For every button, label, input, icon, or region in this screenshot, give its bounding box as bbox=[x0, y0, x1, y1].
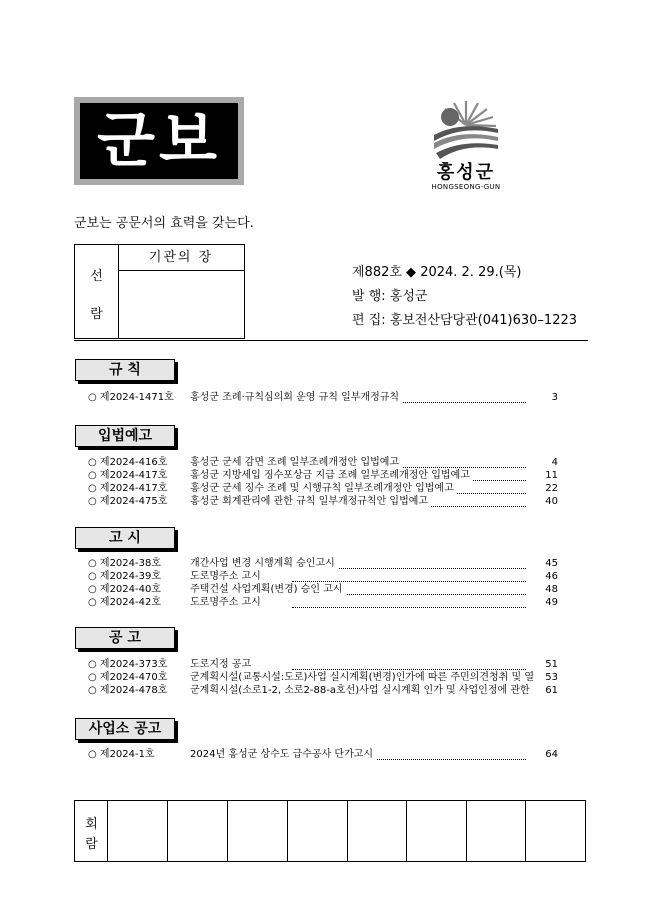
review-box bbox=[74, 244, 245, 339]
circulation-signature-cell[interactable] bbox=[228, 801, 288, 861]
issue-publisher: 발 행: 홍성군 bbox=[352, 289, 428, 304]
circulation-signature-cell[interactable] bbox=[407, 801, 467, 861]
item-page: 45 bbox=[545, 558, 558, 569]
logo-subtitle: HONGSEONG-GUN bbox=[431, 183, 501, 191]
list-item[interactable] bbox=[88, 658, 558, 672]
item-title: 홍성군 회계관리에 관한 규칙 일부개정규칙안 입법예고 bbox=[190, 496, 431, 507]
item-number: ○ 제2024-416호 bbox=[88, 457, 168, 468]
circulation-signature-cell[interactable] bbox=[288, 801, 348, 861]
item-number: ○ 제2024-475호 bbox=[88, 496, 168, 507]
list-item[interactable] bbox=[88, 482, 558, 496]
list-item[interactable] bbox=[88, 456, 558, 470]
circulation-signature-cell[interactable] bbox=[108, 801, 168, 861]
circulation-label-top: 회 bbox=[85, 817, 98, 832]
item-page: 22 bbox=[545, 483, 558, 494]
review-label-top: 선 bbox=[90, 269, 103, 284]
item-title: 군계획시설(교통시설:도로)사업 실시계획(변경)인가에 따른 주민의견청취 및 열 bbox=[190, 672, 534, 685]
item-number: ○ 제2024-417호 bbox=[88, 470, 168, 481]
review-header: 기관의 장 bbox=[118, 245, 244, 271]
list-item[interactable] bbox=[88, 391, 558, 405]
item-number: ○ 제2024-40호 bbox=[88, 584, 162, 595]
list-item[interactable] bbox=[88, 748, 558, 762]
item-page: 49 bbox=[545, 597, 558, 608]
list-item[interactable] bbox=[88, 469, 558, 483]
item-number: ○ 제2024-42호 bbox=[88, 597, 162, 608]
header-divider bbox=[74, 340, 588, 341]
circulation-signature-cell[interactable] bbox=[526, 801, 585, 861]
hongseong-logo-icon bbox=[430, 95, 502, 161]
circulation-label-bottom: 람 bbox=[85, 837, 98, 852]
item-page: 48 bbox=[545, 584, 558, 595]
item-number: ○ 제2024-38호 bbox=[88, 558, 162, 569]
item-title: 개간사업 변경 시행계획 승인고시 bbox=[190, 558, 338, 569]
item-title: 도로지정 공고 bbox=[190, 659, 254, 670]
item-number: ○ 제2024-373호 bbox=[88, 659, 168, 670]
circulation-signature-cell[interactable] bbox=[467, 801, 526, 861]
item-title: 홍성군 조례·규칙심의회 운영 규칙 일부개정규칙 bbox=[190, 392, 402, 403]
issue-number-date: 제882호 ◆ 2024. 2. 29.(목) bbox=[352, 265, 522, 280]
section-label-announcement: 고 시 bbox=[75, 527, 175, 549]
list-item[interactable] bbox=[88, 583, 558, 597]
section-label-rules: 규 칙 bbox=[75, 359, 175, 381]
item-title: 군계획시설(소로1-2, 소로2-88-a호선)사업 실시계획 인가 및 사업인정에 관한 bbox=[190, 685, 530, 698]
item-title: 홍성군 군세 감면 조례 일부조례개정안 입법예고 bbox=[190, 457, 402, 468]
list-item[interactable] bbox=[88, 570, 558, 584]
item-number: ○ 제2024-470호 bbox=[88, 672, 168, 683]
logo-name: 홍성군 bbox=[436, 162, 496, 183]
item-title: 주택건설 사업계획(변경) 승인 고시 bbox=[190, 584, 346, 595]
item-page: 51 bbox=[545, 659, 558, 670]
item-page: 3 bbox=[551, 392, 558, 403]
list-item[interactable] bbox=[88, 495, 558, 509]
item-page: 53 bbox=[545, 672, 558, 683]
review-label-cell bbox=[75, 245, 119, 338]
item-title: 도로명주소 고시 bbox=[190, 571, 264, 582]
item-page: 64 bbox=[545, 749, 558, 760]
circulation-box bbox=[74, 800, 586, 862]
circulation-signature-cell[interactable] bbox=[348, 801, 407, 861]
item-number: ○ 제2024-1호 bbox=[88, 749, 155, 760]
item-title: 2024년 홍성군 상수도 급수공사 단가고시 bbox=[190, 749, 376, 760]
section-label-legislative-notice: 입법예고 bbox=[75, 425, 175, 447]
list-item[interactable] bbox=[88, 596, 558, 610]
item-title: 홍성군 군세 징수 조례 및 시행규칙 일부조례개정안 입법예고 bbox=[190, 483, 457, 494]
list-item[interactable] bbox=[88, 684, 558, 698]
section-label-public-notice: 공 고 bbox=[75, 627, 175, 649]
item-page: 40 bbox=[545, 496, 558, 507]
item-page: 46 bbox=[545, 571, 558, 582]
issue-editor: 편 집: 홍보전산담당관(041)630–1223 bbox=[352, 313, 578, 328]
item-title: 도로명주소 고시 bbox=[190, 597, 264, 608]
item-page: 61 bbox=[545, 685, 558, 696]
item-number: ○ 제2024-39호 bbox=[88, 571, 162, 582]
item-title: 홍성군 지방세입 징수포상금 지급 조례 일부조례개정안 입법예고 bbox=[190, 470, 473, 481]
review-label-bottom: 람 bbox=[90, 307, 103, 322]
item-page: 4 bbox=[551, 457, 558, 468]
list-item[interactable] bbox=[88, 671, 558, 685]
validity-statement: 군보는 공문서의 효력을 갖는다. bbox=[74, 216, 254, 231]
item-number: ○ 제2024-417호 bbox=[88, 483, 168, 494]
section-label-office-notice: 사업소 공고 bbox=[75, 718, 175, 740]
item-number: ○ 제2024-478호 bbox=[88, 685, 168, 696]
masthead-title: 군보 bbox=[80, 103, 238, 179]
circulation-label-cell bbox=[75, 801, 108, 861]
circulation-signature-cell[interactable] bbox=[168, 801, 228, 861]
list-item[interactable] bbox=[88, 557, 558, 571]
item-page: 11 bbox=[545, 470, 558, 481]
item-number: ○ 제2024-1471호 bbox=[88, 392, 174, 403]
